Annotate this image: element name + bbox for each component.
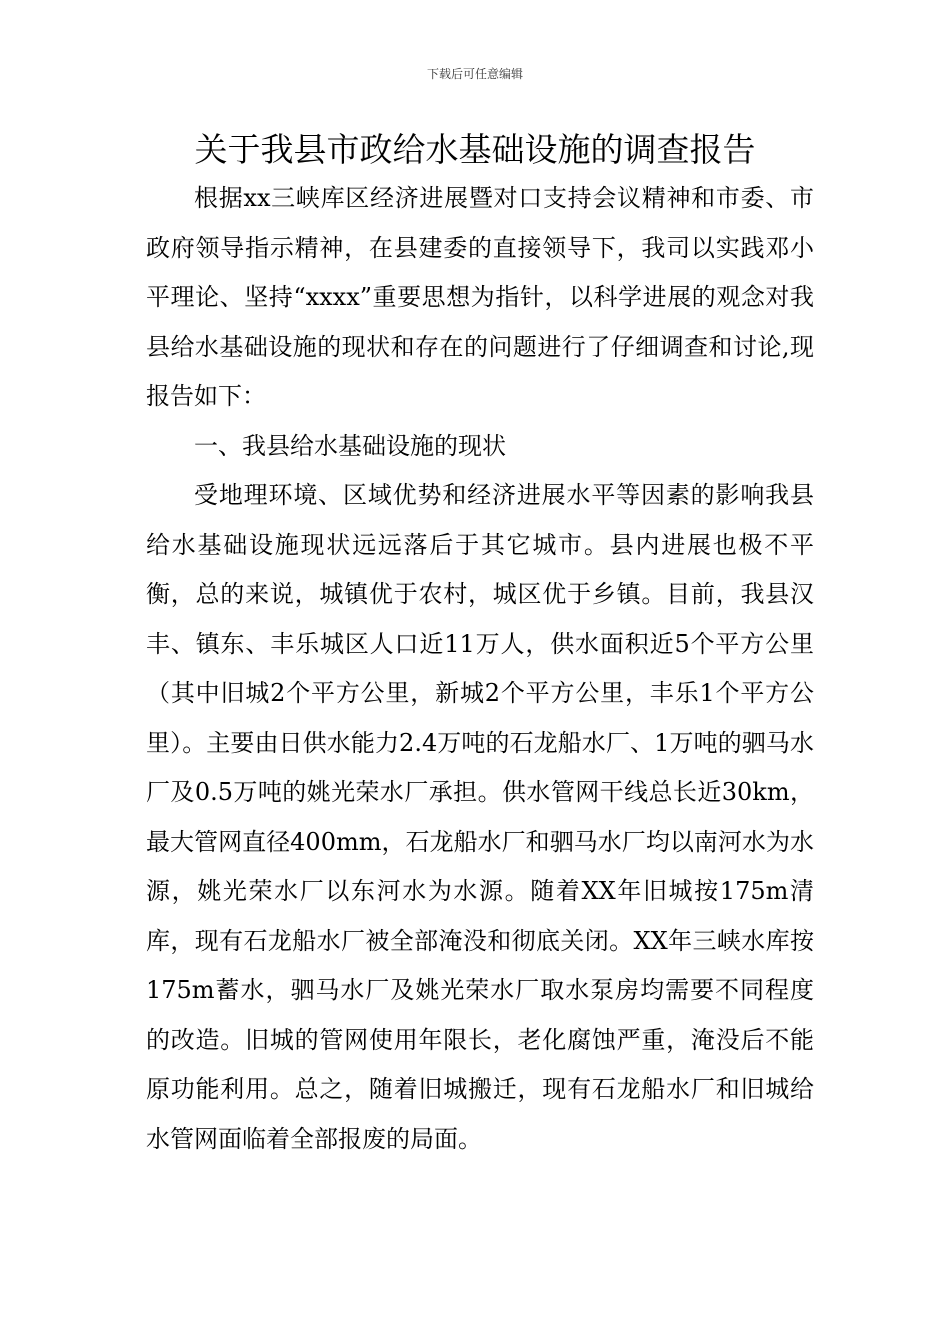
paragraph-status: 受地理环境、区域优势和经济进展水平等因素的影响我县给水基础设施现状远远落后于其它城市。县内进展也极不平衡，总的来说，城镇优于农村，城区优于乡镇。目前，我县汉丰、镇东、丰乐城区人口近11万人，供水面积近5个平方公里（其中旧城2个平方公里，新城2个平方公里，丰乐1个平方公里）。主要由日供水能力2.4万吨的石龙船水厂、1万吨的驷马水厂及0.5万吨的姚光荣水厂承担。供水管网干线总长近30km，最大管网直径400mm，石龙船水厂和驷马水厂均以南河水为水源，姚光荣水厂以东河水为水源。随着XX年旧城按175m清库，现有石龙船水厂被全部淹没和彻底关闭。XX年三峡水库按175m蓄水，驷马水厂及姚光荣水厂取水泵房均需要不同程度的改造。旧城的管网使用年限长，老化腐蚀严重，淹没后不能原功能利用。总之，随着旧城搬迁，现有石龙船水厂和旧城给水管网面临着全部报废的局面。: [146, 481, 814, 1153]
paragraph-intro: 根据xx三峡库区经济进展暨对口支持会议精神和市委、市政府领导指示精神，在县建委的直接领导下，我司以实践邓小平理论、坚持“xxxx”重要思想为指针，以科学进展的观念对我县给水基础设施的现状和存在的问题进行了仔细调查和讨论,现报告如下：: [146, 184, 814, 410]
section-heading: 一、我县给水基础设施的现状: [194, 431, 506, 460]
document-body: [146, 174, 814, 1164]
header-note: 下载后可任意编辑: [426, 67, 523, 81]
document-title: 关于我县市政给水基础设施的调查报告: [194, 130, 756, 169]
